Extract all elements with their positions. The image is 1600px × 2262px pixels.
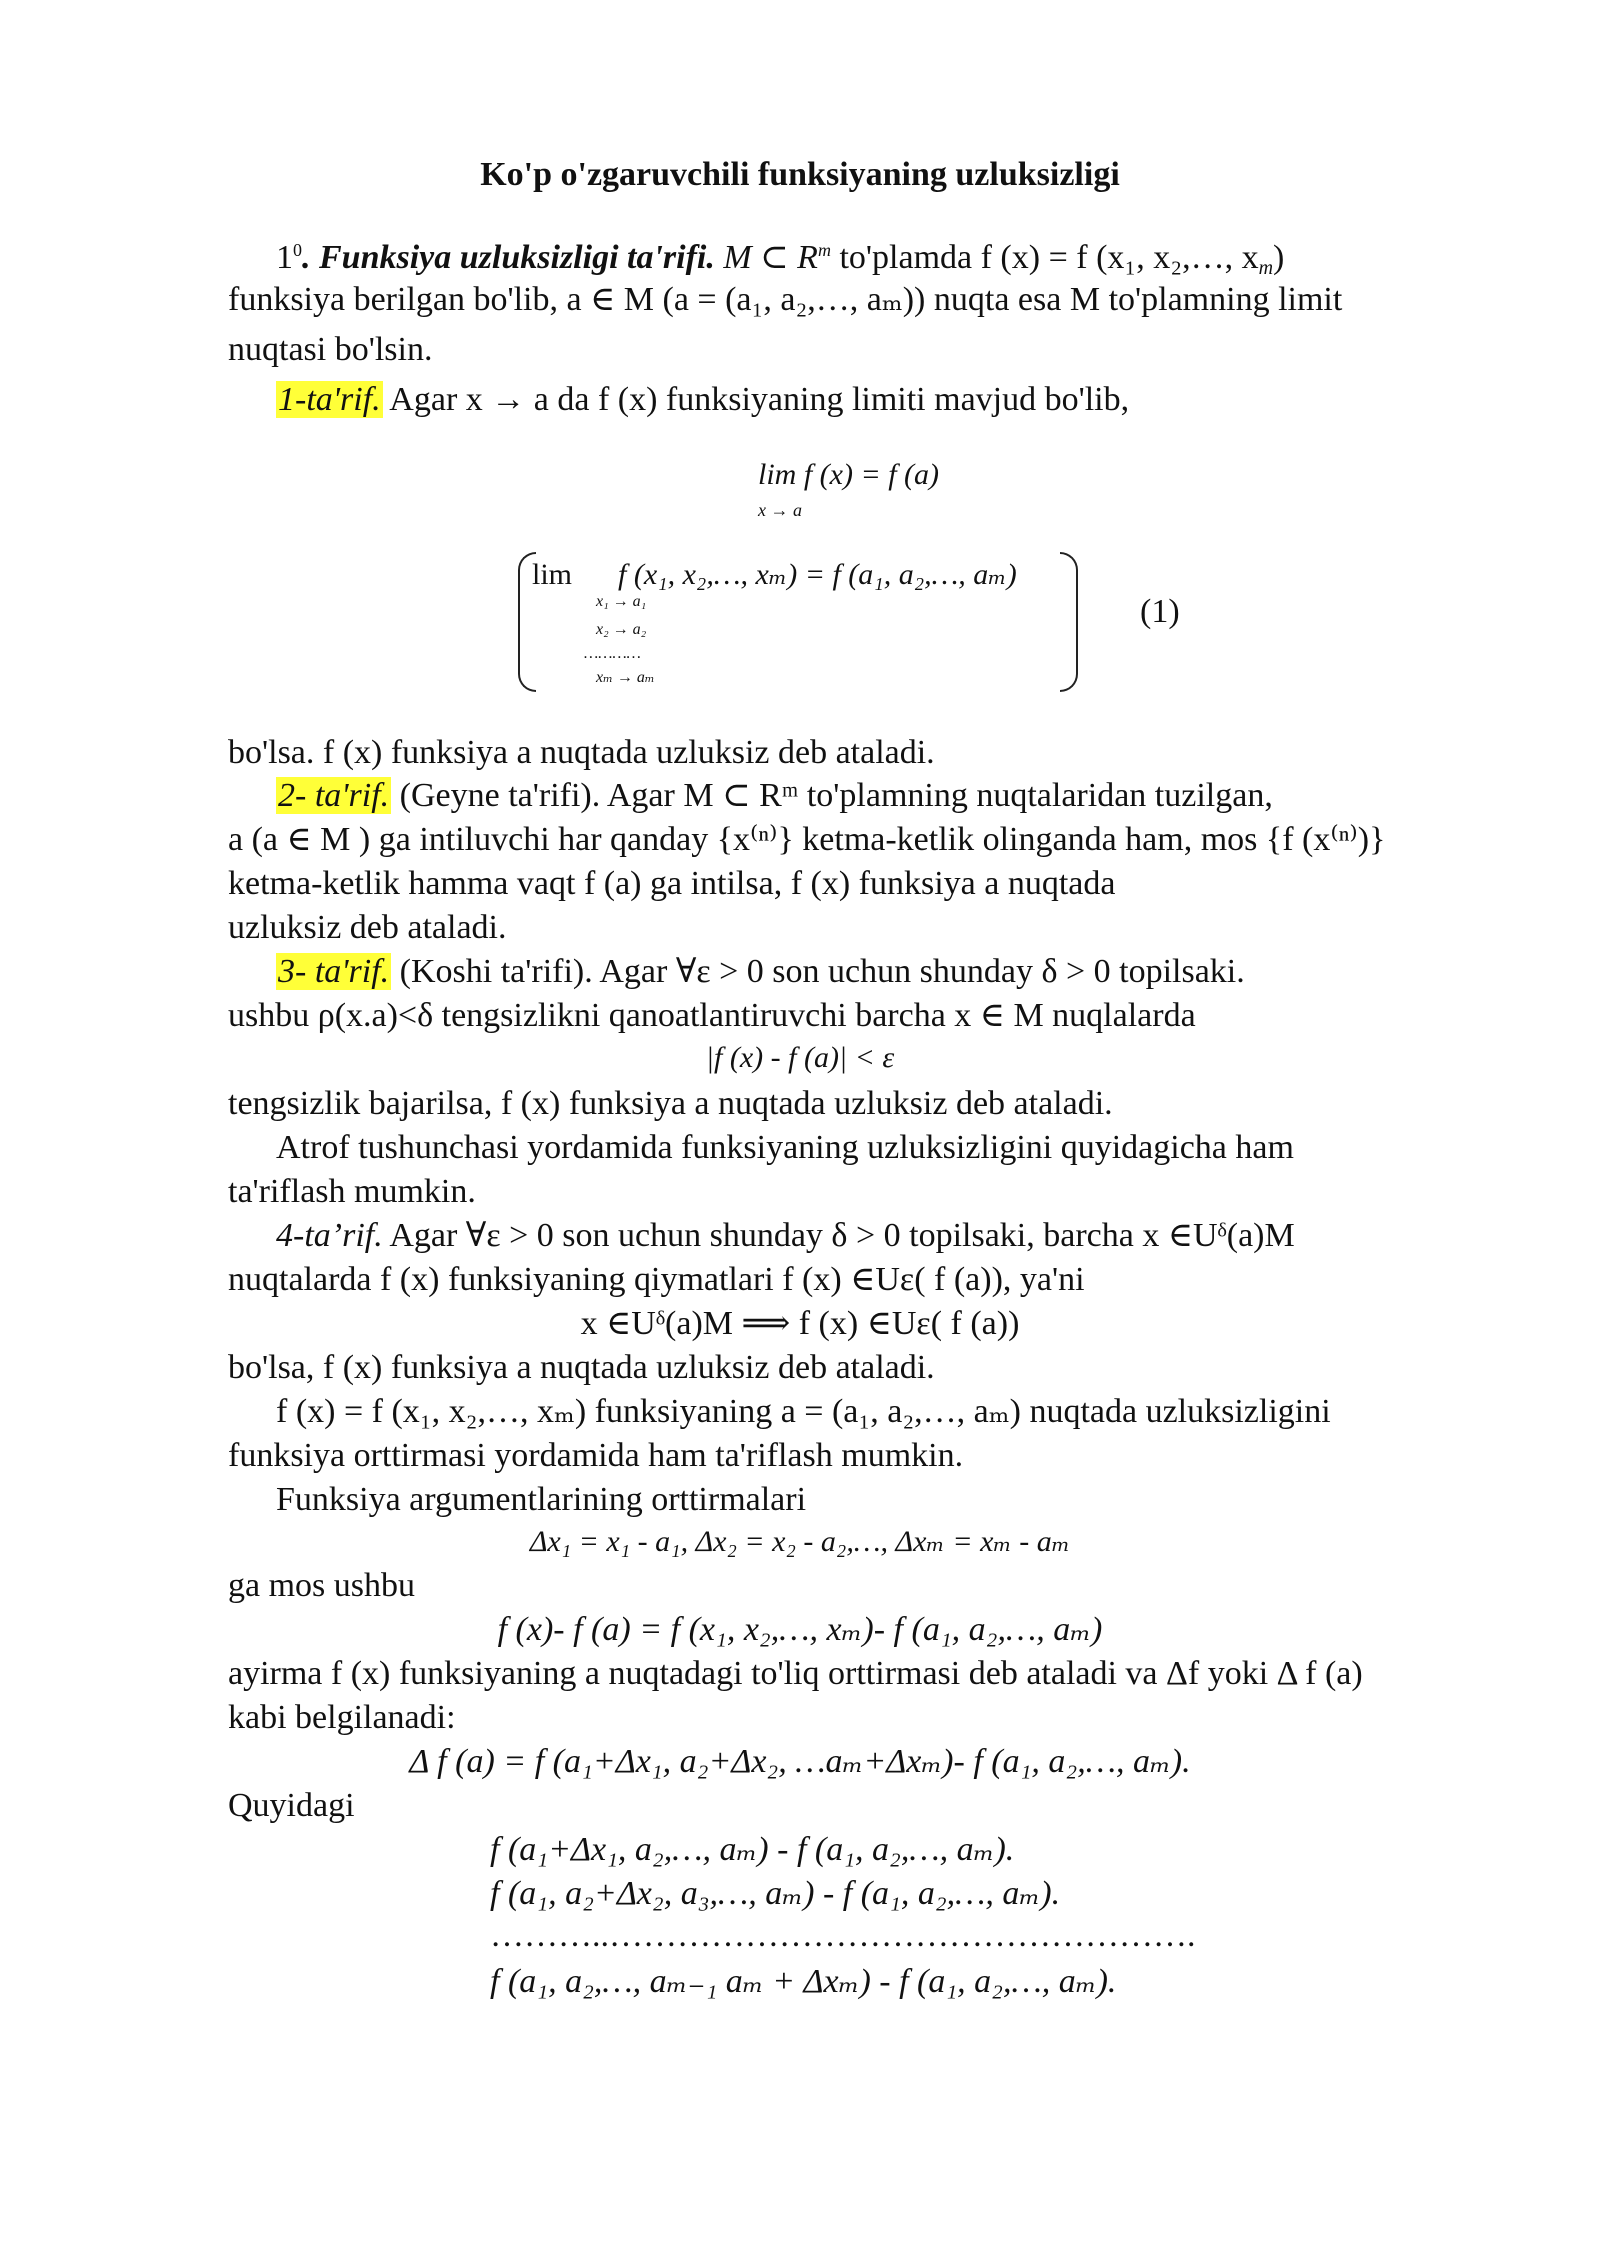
def4-line-2: nuqtalarda f (x) funksiyaning qiymatlari f (x) ∈Uε( f (a)), ya'ni <box>228 1261 1085 1298</box>
def2-line-1 <box>276 776 1273 816</box>
equation-number: (1) <box>1140 593 1180 630</box>
increment-line-4: ga mos ushbu <box>228 1567 415 1604</box>
increment-formula-1: Δx₁ = x₁ - a₁, Δx₂ = x₂ - a₂,…, Δxₘ = xₘ - aₘ <box>529 1525 1071 1558</box>
page-title: Ko'p o'zgaruvchili funksiyaning uzluksizligi <box>480 156 1120 193</box>
def4-label: 4-ta’rif. <box>276 1217 383 1254</box>
increment-line-2: funksiya orttirmasi yordamida ham ta'riflash mumkin. <box>228 1437 964 1474</box>
formula2-body: f (x₁, x₂,…, xₘ) = f (a₁, a₂,…, aₘ) <box>618 558 1017 591</box>
def4-line-3: bo'lsa, f (x) funksiya a nuqtada uzluksiz deb ataladi. <box>228 1349 935 1386</box>
def3-line-2: ushbu ρ(x.a)<δ tengsizlikni qanoatlantiruvchi barcha x ∈ M nuqlalarda <box>228 997 1196 1034</box>
increment-list-item-2: f (a₁, a₂+Δx₂, a₃,…, aₘ) - f (a₁, a₂,…, aₘ). <box>490 1875 1061 1912</box>
def4-line-1 <box>276 1216 1295 1256</box>
section-line-2: funksiya berilgan bo'lib, a ∈ M (a = (a₁, a₂,…, aₘ)) nuqta esa M to'plamning limit <box>228 281 1343 318</box>
def3-line-3: tengsizlik bajarilsa, f (x) funksiya a nuqtada uzluksiz deb ataladi. <box>228 1085 1113 1122</box>
def2-text: (Geyne ta'rifi). Agar M ⊂ Rᵐ to'plamning nuqtalaridan tuzilgan, <box>391 777 1273 814</box>
section-heading: . Funksiya uzluksizligi ta'rifi. <box>302 239 715 276</box>
formula2-cond-1: x₁ → a₁ <box>596 593 647 610</box>
increment-line-6: kabi belgilanadi: <box>228 1699 456 1736</box>
def2-label: 2- ta'rif. <box>278 777 390 814</box>
def2-line-2: a (a ∈ M ) ga intiluvchi har qanday {x⁽ⁿ⁾} ketma-ketlik olinganda ham, mos {f (x⁽ⁿ⁾)} <box>228 821 1386 858</box>
atrof-line-2: ta'riflash mumkin. <box>228 1173 476 1210</box>
increment-formula-3: Δ f (a) = f (a₁+Δx₁, a₂+Δx₂, …aₘ+Δxₘ)- f (a₁, a₂,…, aₘ). <box>409 1743 1191 1780</box>
def1-text: Agar x → a da f (x) funksiyaning limiti mavjud bo'lib, <box>382 381 1130 418</box>
increment-line-5: ayirma f (x) funksiyaning a nuqtadagi to'liq orttirmasi deb ataladi va Δf yoki Δ f (a) <box>228 1655 1363 1692</box>
def1-formula-lim-sub: x → a <box>758 500 802 520</box>
def1-after: bo'lsa. f (x) funksiya a nuqtada uzluksiz deb ataladi. <box>228 734 935 771</box>
formula-right-paren <box>1060 552 1078 692</box>
def1-label: 1-ta'rif. <box>278 381 381 418</box>
section-line-3: nuqtasi bo'lsin. <box>228 331 433 368</box>
increment-list-item-4: f (a₁, a₂,…, aₘ₋₁ aₘ + Δxₘ) - f (a₁, a₂,…, aₘ). <box>490 1963 1117 2000</box>
section-number: 1 <box>276 239 293 276</box>
def4-text: Agar ∀ε > 0 son uchun shunday δ > 0 topilsaki, barcha x ∈Uᵟ(a)M <box>382 1217 1295 1254</box>
section-intro-set-sup: m <box>817 240 831 260</box>
increment-line-1: f (x) = f (x₁, x₂,…, xₘ) funksiyaning a = (a₁, a₂,…, aₘ) nuqtada uzluksizligini <box>276 1393 1331 1430</box>
atrof-line-1: Atrof tushunchasi yordamida funksiyaning uzluksizligini quyidagicha ham <box>276 1129 1294 1166</box>
formula2-cond-2: x₂ → a₂ <box>596 621 647 638</box>
def3-formula: |f (x) - f (a)| < ε <box>705 1041 895 1074</box>
section-intro-set: M ⊂ R <box>723 239 818 276</box>
def1-formula-lim: lim f (x) = f (a) <box>758 458 940 491</box>
formula2-lim: lim <box>532 558 573 591</box>
def3-line-1 <box>276 952 1245 992</box>
def3-text: (Koshi ta'rifi). Agar ∀ε > 0 son uchun shunday δ > 0 topilsaki. <box>391 953 1245 990</box>
def3-label: 3- ta'rif. <box>278 953 390 990</box>
section-intro-sub: m <box>1258 257 1274 279</box>
increment-formula-2: f (x)- f (a) = f (x₁, x₂,…, xₘ)- f (a₁, a₂,…, aₘ) <box>497 1611 1103 1648</box>
def2-line-4: uzluksiz deb ataladi. <box>228 909 507 946</box>
def1-line <box>276 380 1129 420</box>
section-intro-end: ) <box>1273 239 1285 276</box>
formula2-cond-4: xₘ → aₘ <box>596 669 655 686</box>
increment-line-3: Funksiya argumentlarining orttirmalari <box>276 1481 807 1518</box>
increment-list-item-3: ………..……………………………………………. <box>490 1917 1196 1954</box>
section-number-sup: 0 <box>293 240 302 260</box>
def2-line-3: ketma-ketlik hamma vaqt f (a) ga intilsa, f (x) funksiya a nuqtada <box>228 865 1116 902</box>
formula2-cond-3: ………… <box>584 645 641 662</box>
def4-formula: x ∈Uᵟ(a)M ⟹ f (x) ∈Uε( f (a)) <box>580 1305 1020 1342</box>
increment-list-item-1: f (a₁+Δx₁, a₂,…, aₘ) - f (a₁, a₂,…, aₘ). <box>490 1831 1015 1868</box>
section-intro-func: to'plamda f (x) = f (x₁, x₂,…, x <box>830 239 1259 276</box>
increment-line-7: Quyidagi <box>228 1787 355 1824</box>
